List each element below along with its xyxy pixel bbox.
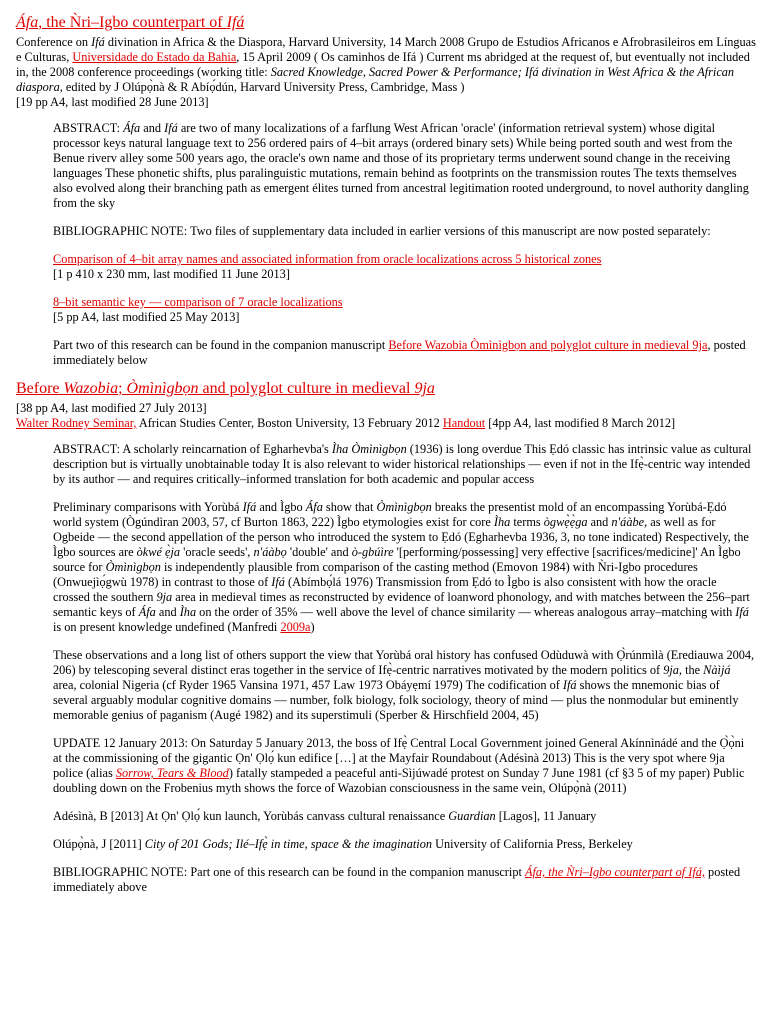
part-one-link[interactable]: Áfa, the Ǹri–Igbo counterpart of Ifá,	[524, 865, 705, 879]
observations-paragraph: These observations and a long list of others support the view that Yorùbá oral history has confused Odùduwà with Ọ̀rúnmìlà (Erediauwa 2004, 206) by telescoping several distinct eras together in the service of Ifẹ̀-centric narratives motivated by the modern politics of 9ja, the Nàìjá area, colonial Nigeria (cf Ryder 1965 Vansina 1971, 457 Law 1973 Obáyẹmí 1979) The codification of Ifá shows the mnemonic bias of several arguably modular cognitive domains — number, folk biology, folk sociology, theory of mind — plus the nonmodular but eminently memorable genius of paganism (Augé 1982) and its superstimuli (Sperber & Hirschfield 2004, 45)	[53, 648, 755, 722]
supplement-link-1-meta: [1 p 410 x 230 mm, last modified 11 June 2013]	[53, 267, 290, 281]
preliminary-comparisons-paragraph: Preliminary comparisons with Yorùbá Ifá and Ìgbo Áfa show that Òmìnìgbọn breaks the presentist mold of an encompassing Yorùbá-Ẹdó world system (Ògúndìran 2003, 57, cf Burton 1863, 222) Ìgbo etymologies exist for core Ìha terms ògwẹ̀ẹ̀ga and n'áàbe, as well as for Ogbeide — the second appellation of the person who introduced the system to Ẹdó (Egharhevba 1936, 3, no tone indicated) Respectively, the Ìgbo sources are òkwé ẹ̀ja 'oracle seeds', n'áàbọ 'double' and ò-gbúìre '[performing/possessing] very effective [sacrifices/medicine]' An Ìgbo source for Òmìnìgbọn is independently plausible from comparison of the casting method (Emovon 1984) with Ǹri-Igbo procedures (Onwuejìọ́gwù 1978) in contrast to those of Ifá (Abímbọ́lá 1976) Transmission from Ẹdó to Ìgbo is also consistent with how the oracle crossed the southern 9ja area in medieval times as reconstructed by evidence of loanword phonology, and with matches between the 256–part semantic keys of Áfa and Ìha on the order of 35% — well above the level of chance similarity — whereas analogous array–matching with Ifá is on present knowledge undefined (Manfredi 2009a)	[53, 500, 750, 634]
section-1-pages: [19 pp A4, last modified 28 June 2013]	[16, 95, 209, 109]
reference-adesina: Adésìnà, B [2013] At Ọn' Ọlọ́ kun launch, Yorùbás canvass cultural renaissance Guardian [Lagos], 11 January	[53, 809, 597, 823]
section-1-title[interactable]: Áfa, the Ǹri–Igbo counterpart of Ifá	[16, 14, 245, 31]
seminar-info: Walter Rodney Seminar, African Studies Center, Boston University, 13 February 2012 Handout [4pp A4, last modified 8 March 2012]	[16, 416, 676, 430]
reference-olupona: Olúpọ̀nà, J [2011] City of 201 Gods; Ilé–Ifẹ̀ in time, space & the imagination University of California Press, Berkeley	[53, 837, 633, 851]
bahia-university-link[interactable]: Universidade do Estado da Bahia	[72, 50, 237, 64]
array-comparison-link[interactable]: Comparison of 4–bit array names and associated information from oracle localizations across 5 historical zones	[53, 252, 602, 266]
update-paragraph: UPDATE 12 January 2013: On Saturday 5 January 2013, the boss of Ifẹ̀ Central Local Government joined General Akínnìnádé and the Ọ̀ọ̀ni at the commissioning of the gigantic Ọn' Ọlọ́ kun edifice […] at the Mayfair Roundabout (Adésìnà 2013) This is the very spot where 9ja police (alias Sorrow, Tears & Blood) fatally stampeded a peaceful anti-Sìjúwadé protest on Sunday 7 June 1981 (cf §3 5 of my paper) Public doubling down on the Frobenius myth shows the force of Wazobian consciousness in the same vein, Olúpọ̀nà (2011)	[53, 736, 745, 795]
section-2-pages: [38 pp A4, last modified 27 July 2013]	[16, 401, 207, 415]
seminar-link[interactable]: Walter Rodney Seminar,	[16, 416, 137, 430]
section-1-bibliographic-note: BIBLIOGRAPHIC NOTE: Two files of supplementary data included in earlier versions of this manuscript are now posted separately:	[53, 224, 711, 238]
section-1-abstract: ABSTRACT: Áfa and Ifá are two of many localizations of a farflung West African 'oracle' (information retrieval system) whose digital processor keys natural language text to 256 ordered pairs of 4–bit arrays (ordered binary sets) While being ported south and west from the Benue riverv alley some 500 years ago, the oracle's own name and those of its proprietary terms underwent sound change in the receiving languages These phonetic shifts, plus paralinguistic mutations, remain behind as footprints on the transmission routes The texts themselves also evolved along their branching path as emergent élites turned from ancestral legitimation rooted underground, to novel authority dangling from the sky	[53, 121, 749, 210]
section-2-bibliographic-note: BIBLIOGRAPHIC NOTE: Part one of this research can be found in the companion manuscript Áfa, the Ǹri–Igbo counterpart of Ifá, posted immediately above	[53, 865, 741, 894]
section-2-abstract: ABSTRACT: A scholarly reincarnation of Egharhevba's Ìha Òmìnìgbọn (1936) is long overdue This Ẹdó classic has intrinsic value as cultural description but is virtually unobtainable today It is also relevant to wider historical relationships — even if not in the Ifẹ̀-centric way intended by its author — and requires critically–informed translation for both academic and popular access	[53, 442, 752, 486]
conference-info: Conference on Ifá divination in Africa & the Diaspora, Harvard University, 14 March 2008 Grupo de Estudios Africanos e Afrobrasileiros em Línguas e Culturas, Universidade do Estado da Bahia, 15 April 2009 ( Os caminhos de Ifá ) Current ms abridged at the request of, but eventually not included in, the 2008 conference proceedings (working title: Sacred Knowledge, Sacred Power & Performance; Ifá divination in West Africa & the African diaspora, edited by J Olúpọ̀nà & R Abíọ́dún, Harvard University Press, Cambridge, Mass )	[16, 35, 756, 94]
handout-link[interactable]: Handout	[442, 416, 486, 430]
semantic-key-link[interactable]: 8–bit semantic key — comparison of 7 oracle localizations	[53, 295, 343, 309]
supplement-link-2-meta: [5 pp A4, last modified 25 May 2013]	[53, 310, 240, 324]
supplement-link-2-row	[53, 295, 756, 310]
section-2-title[interactable]: Before Wazobia; Òmìnìgbọn and polyglot culture in medieval 9ja	[16, 380, 435, 397]
manfredi-2009a-link[interactable]: 2009a	[280, 620, 311, 634]
part-two-link[interactable]: Before Wazobia Òmìnìgbọn and polyglot culture in medieval 9ja	[388, 338, 708, 352]
supplement-link-1-row	[53, 252, 756, 267]
sorrow-tears-blood-link[interactable]: Sorrow, Tears & Blood	[115, 766, 229, 780]
part-two-note: Part two of this research can be found in the companion manuscript Before Wazobia Òmìnìgbọn and polyglot culture in medieval 9ja, posted immediately below	[53, 338, 746, 367]
